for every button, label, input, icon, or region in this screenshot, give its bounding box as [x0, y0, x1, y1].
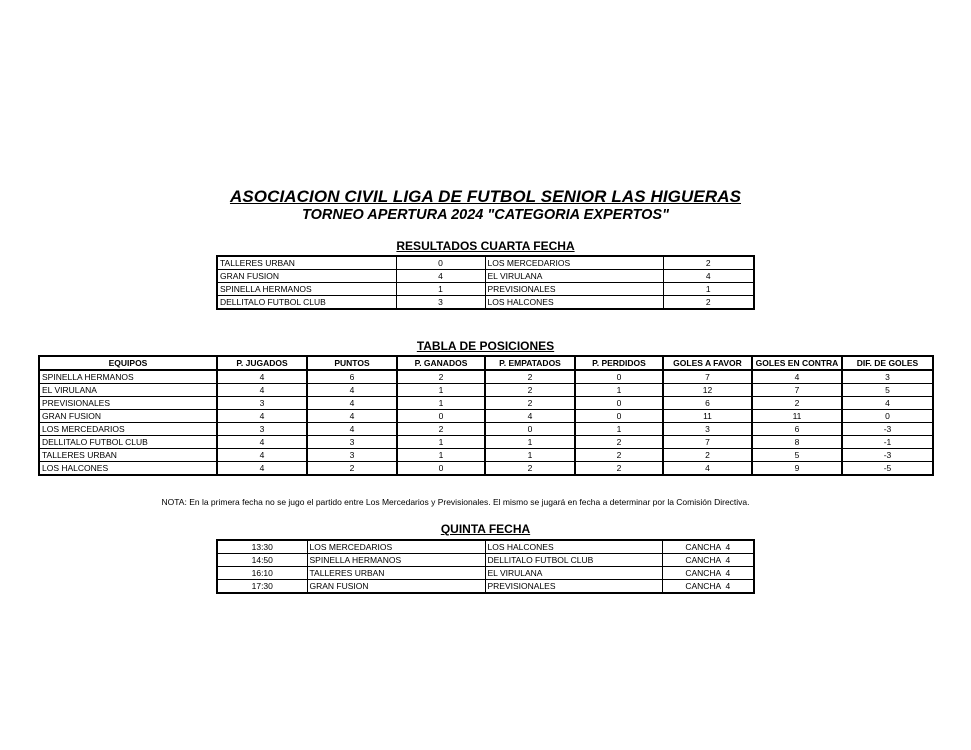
col-dif-de-goles: DIF. DE GOLES	[842, 356, 933, 370]
results-title: RESULTADOS CUARTA FECHA	[396, 239, 575, 253]
home-team: GRAN FUSION	[307, 580, 485, 594]
standings-table	[38, 355, 934, 476]
table-row	[217, 283, 754, 296]
table-row	[39, 397, 933, 410]
puntos: 4	[307, 410, 397, 423]
puntos: 2	[307, 462, 397, 476]
p-perdidos: 2	[575, 462, 663, 476]
p-empatados: 4	[485, 410, 575, 423]
field: CANCHA 4	[662, 580, 754, 594]
p-empatados: 2	[485, 384, 575, 397]
goles-a-favor: 11	[663, 410, 752, 423]
goles-en-contra: 9	[752, 462, 842, 476]
puntos: 4	[307, 397, 397, 410]
goles-en-contra: 5	[752, 449, 842, 462]
away-team: LOS MERCEDARIOS	[485, 256, 663, 270]
away-team: LOS HALCONES	[485, 296, 663, 310]
home-goals: 3	[396, 296, 485, 310]
away-team: PREVISIONALES	[485, 283, 663, 296]
puntos: 4	[307, 384, 397, 397]
away-goals: 2	[663, 256, 754, 270]
results-table	[216, 255, 755, 310]
p-ganados: 0	[397, 410, 485, 423]
p-jugados: 4	[217, 436, 307, 449]
standings-title: TABLA DE POSICIONES	[416, 339, 555, 353]
team-name: EL VIRULANA	[39, 384, 217, 397]
p-perdidos: 0	[575, 410, 663, 423]
away-team: EL VIRULANA	[485, 567, 662, 580]
p-empatados: 1	[485, 449, 575, 462]
puntos: 6	[307, 370, 397, 384]
team-name: PREVISIONALES	[39, 397, 217, 410]
goles-en-contra: 11	[752, 410, 842, 423]
team-name: LOS HALCONES	[39, 462, 217, 476]
match-time: 14:50	[217, 554, 307, 567]
p-jugados: 4	[217, 449, 307, 462]
goles-en-contra: 6	[752, 423, 842, 436]
puntos: 3	[307, 436, 397, 449]
table-row	[39, 423, 933, 436]
p-jugados: 4	[217, 462, 307, 476]
away-team: DELLITALO FUTBOL CLUB	[485, 554, 662, 567]
away-goals: 2	[663, 296, 754, 310]
match-time: 16:10	[217, 567, 307, 580]
table-row	[217, 256, 754, 270]
home-team: GRAN FUSION	[217, 270, 396, 283]
p-jugados: 4	[217, 410, 307, 423]
p-perdidos: 1	[575, 384, 663, 397]
p-ganados: 1	[397, 449, 485, 462]
goles-a-favor: 6	[663, 397, 752, 410]
standings-header-row	[39, 356, 933, 370]
goles-en-contra: 8	[752, 436, 842, 449]
col-p-ganados: P. GANADOS	[397, 356, 485, 370]
table-row	[39, 370, 933, 384]
home-goals: 0	[396, 256, 485, 270]
p-ganados: 1	[397, 384, 485, 397]
home-team: SPINELLA HERMANOS	[307, 554, 485, 567]
goles-a-favor: 7	[663, 370, 752, 384]
away-team: LOS HALCONES	[485, 540, 662, 554]
match-time: 13:30	[217, 540, 307, 554]
col-puntos: PUNTOS	[307, 356, 397, 370]
team-name: TALLERES URBAN	[39, 449, 217, 462]
league-title: ASOCIACION CIVIL LIGA DE FUTBOL SENIOR LAS HIGUERAS	[229, 187, 742, 206]
fixtures-table	[216, 539, 755, 594]
puntos: 4	[307, 423, 397, 436]
away-team: PREVISIONALES	[485, 580, 662, 594]
table-row	[39, 410, 933, 423]
p-perdidos: 1	[575, 423, 663, 436]
goles-a-favor: 12	[663, 384, 752, 397]
dif-de-goles: 4	[842, 397, 933, 410]
dif-de-goles: 0	[842, 410, 933, 423]
field: CANCHA 4	[662, 567, 754, 580]
table-row	[217, 554, 754, 567]
table-row	[217, 270, 754, 283]
away-team: EL VIRULANA	[485, 270, 663, 283]
p-ganados: 2	[397, 370, 485, 384]
table-row	[217, 540, 754, 554]
field: CANCHA 4	[662, 540, 754, 554]
table-row	[39, 449, 933, 462]
puntos: 3	[307, 449, 397, 462]
col-p-jugados: P. JUGADOS	[217, 356, 307, 370]
p-perdidos: 0	[575, 370, 663, 384]
field: CANCHA 4	[662, 554, 754, 567]
p-perdidos: 2	[575, 449, 663, 462]
team-name: LOS MERCEDARIOS	[39, 423, 217, 436]
home-goals: 1	[396, 283, 485, 296]
dif-de-goles: -1	[842, 436, 933, 449]
p-jugados: 3	[217, 423, 307, 436]
goles-a-favor: 3	[663, 423, 752, 436]
col-goles-en-contra: GOLES EN CONTRA	[752, 356, 842, 370]
tournament-subtitle: TORNEO APERTURA 2024 "CATEGORIA EXPERTOS"	[302, 207, 669, 223]
p-perdidos: 2	[575, 436, 663, 449]
away-goals: 1	[663, 283, 754, 296]
p-jugados: 3	[217, 397, 307, 410]
p-perdidos: 0	[575, 397, 663, 410]
col-goles-a-favor: GOLES A FAVOR	[663, 356, 752, 370]
home-team: TALLERES URBAN	[217, 256, 396, 270]
home-goals: 4	[396, 270, 485, 283]
dif-de-goles: 3	[842, 370, 933, 384]
p-ganados: 0	[397, 462, 485, 476]
team-name: GRAN FUSION	[39, 410, 217, 423]
table-row	[217, 567, 754, 580]
home-team: LOS MERCEDARIOS	[307, 540, 485, 554]
team-name: SPINELLA HERMANOS	[39, 370, 217, 384]
away-goals: 4	[663, 270, 754, 283]
home-team: TALLERES URBAN	[307, 567, 485, 580]
table-row	[217, 296, 754, 310]
goles-a-favor: 4	[663, 462, 752, 476]
table-row	[39, 462, 933, 476]
table-row	[39, 436, 933, 449]
table-row	[39, 384, 933, 397]
col-p-perdidos: P. PERDIDOS	[575, 356, 663, 370]
p-empatados: 2	[485, 462, 575, 476]
col-p-empatados: P. EMPATADOS	[485, 356, 575, 370]
goles-en-contra: 7	[752, 384, 842, 397]
p-empatados: 0	[485, 423, 575, 436]
p-empatados: 2	[485, 397, 575, 410]
home-team: SPINELLA HERMANOS	[217, 283, 396, 296]
match-time: 17:30	[217, 580, 307, 594]
goles-en-contra: 4	[752, 370, 842, 384]
dif-de-goles: -5	[842, 462, 933, 476]
table-row	[217, 580, 754, 594]
dif-de-goles: 5	[842, 384, 933, 397]
dif-de-goles: -3	[842, 449, 933, 462]
home-team: DELLITALO FUTBOL CLUB	[217, 296, 396, 310]
p-ganados: 1	[397, 436, 485, 449]
dif-de-goles: -3	[842, 423, 933, 436]
p-jugados: 4	[217, 384, 307, 397]
p-jugados: 4	[217, 370, 307, 384]
p-ganados: 2	[397, 423, 485, 436]
team-name: DELLITALO FUTBOL CLUB	[39, 436, 217, 449]
col-equipos: EQUIPOS	[39, 356, 217, 370]
p-empatados: 1	[485, 436, 575, 449]
goles-a-favor: 7	[663, 436, 752, 449]
goles-en-contra: 2	[752, 397, 842, 410]
p-ganados: 1	[397, 397, 485, 410]
fixtures-title: QUINTA FECHA	[440, 522, 531, 536]
note-text: NOTA: En la primera fecha no se jugo el partido entre Los Mercedarios y Previsionales. El mismo se jugará en fecha a determinar por la Comisión Directiva.	[161, 497, 750, 507]
p-empatados: 2	[485, 370, 575, 384]
goles-a-favor: 2	[663, 449, 752, 462]
